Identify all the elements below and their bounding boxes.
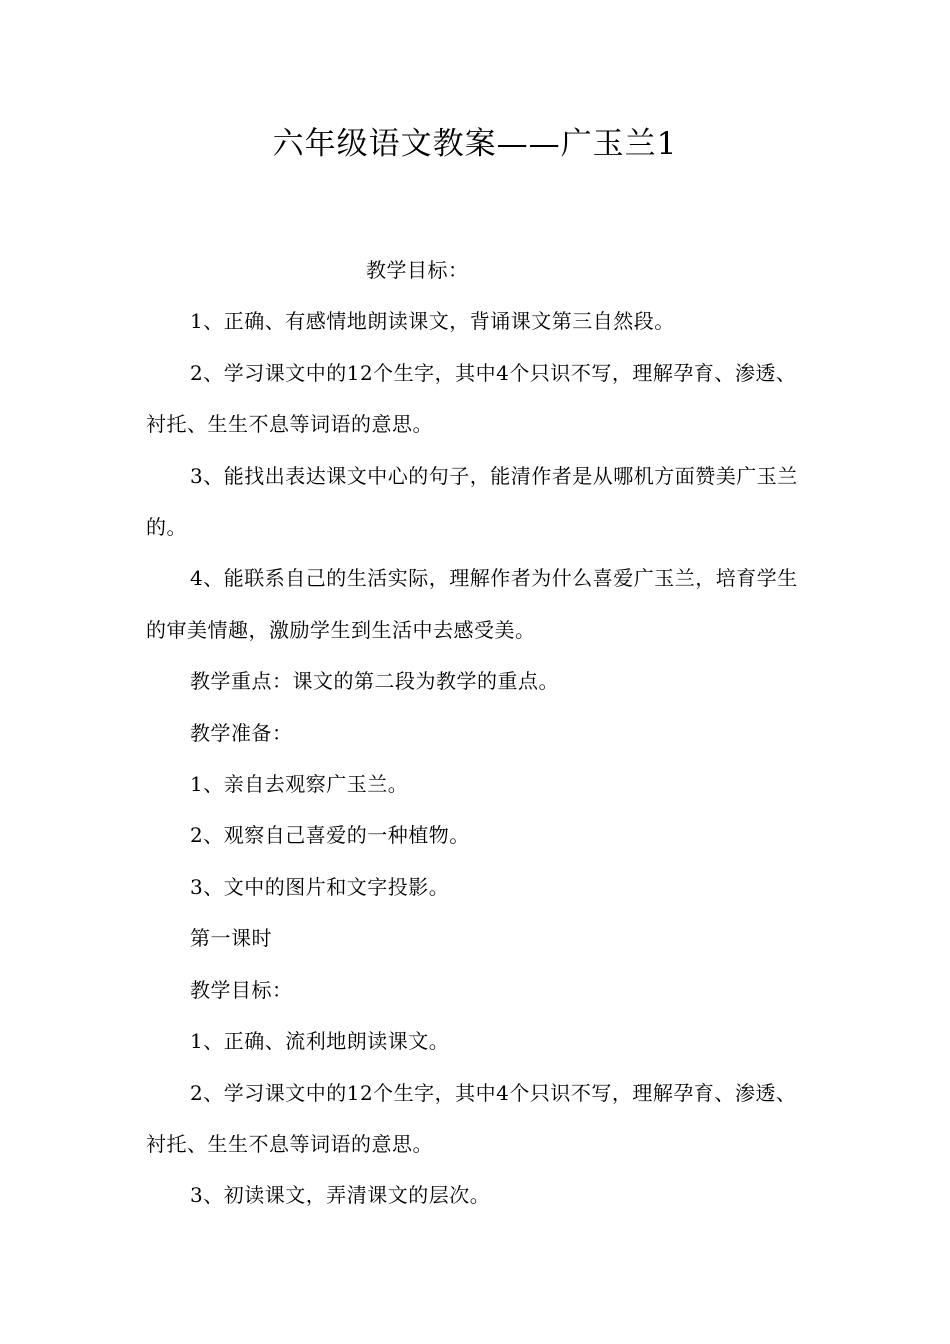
document-body — [146, 245, 808, 1222]
lesson-heading-first: 第一课时 — [190, 926, 272, 951]
goal-item-3: 3、能找出表达课文中心的句子，能清作者是从哪机方面赞美广玉兰的。 — [146, 463, 798, 540]
section-heading-lesson-goals: 教学目标： — [190, 977, 293, 1002]
document-title: 六年级语文教案——广玉兰1 — [272, 126, 678, 162]
preparation-item-1: 1、亲自去观察广玉兰。 — [190, 772, 409, 797]
section-heading-preparation: 教学准备： — [190, 720, 293, 745]
goal-item-1: 1、正确、有感情地朗读课文，背诵课文第三自然段。 — [190, 309, 675, 334]
lesson-goal-item-1: 1、正确、流利地朗读课文。 — [190, 1029, 450, 1054]
section-heading-teaching-goals: 教学目标： — [366, 258, 469, 282]
lesson-goal-item-3: 3、初读课文，弄清课文的层次。 — [190, 1183, 491, 1208]
preparation-item-2: 2、观察自己喜爱的一种植物。 — [190, 823, 470, 848]
preparation-item-3: 3、文中的图片和文字投影。 — [190, 874, 450, 899]
goal-item-4: 4、能联系自己的生活实际，理解作者为什么喜爱广玉兰，培育学生的审美情趣，激励学生到生活中去感受美。 — [146, 566, 798, 642]
goal-item-2: 2、学习课文中的12个生字，其中4个只识不写，理解孕育、渗透、衬托、生生不息等词语的意思。 — [146, 360, 797, 437]
lesson-goal-item-2: 2、学习课文中的12个生字，其中4个只识不写，理解孕育、渗透、衬托、生生不息等词语的意思。 — [146, 1080, 797, 1156]
teaching-focus: 教学重点：课文的第二段为教学的重点。 — [190, 669, 559, 694]
